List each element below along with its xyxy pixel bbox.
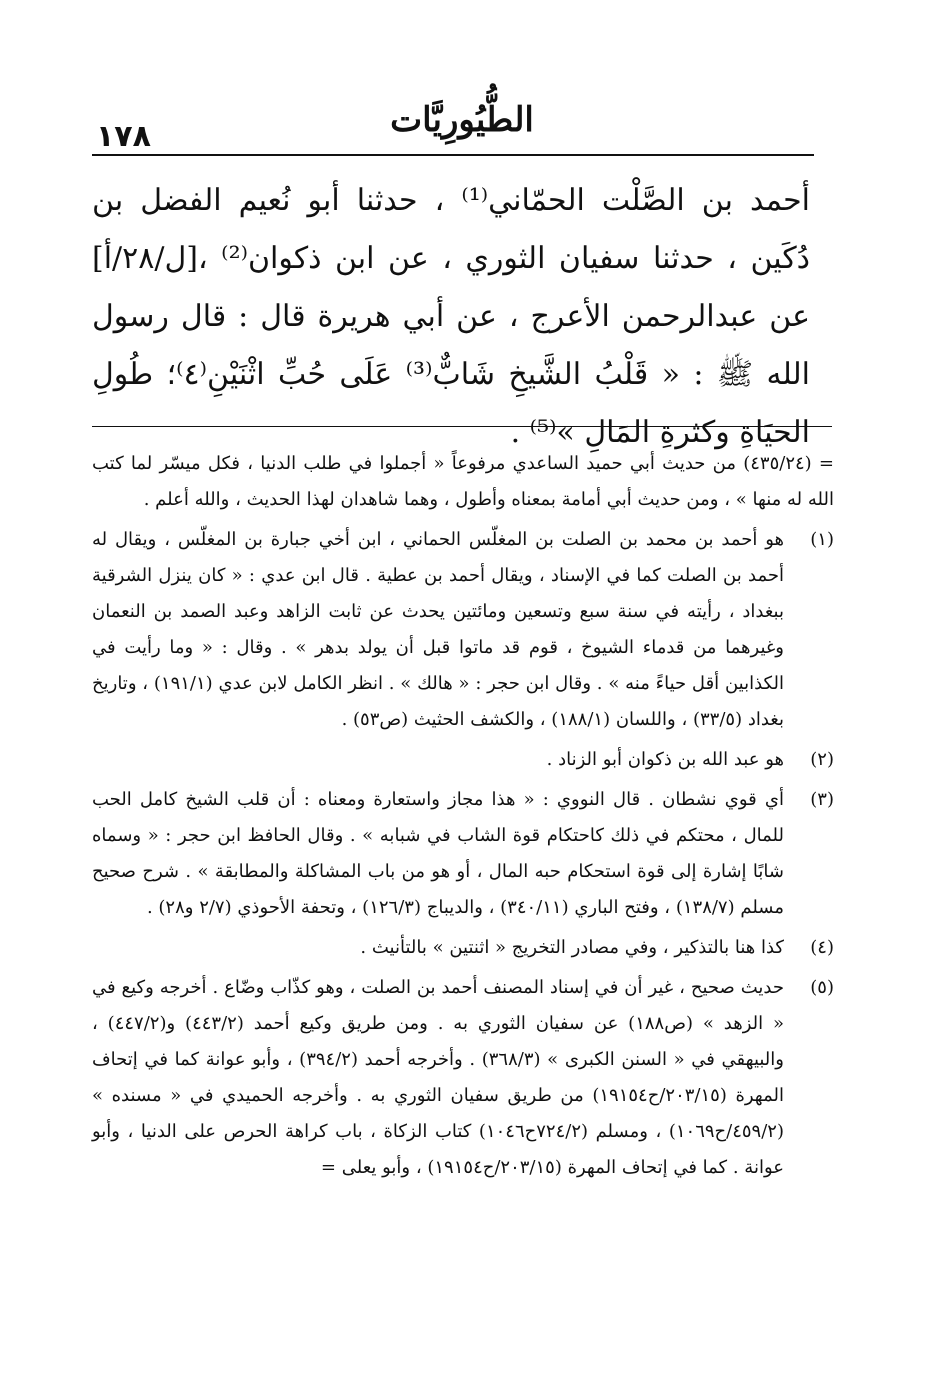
- hadith-text: أحمد بن الصَّلْت الحمّاني⁽¹⁾ ، حدثنا أبو نُعيم الفضل بن دُكَين ، حدثنا سفيان الثوري ، عن ابن ذكوان⁽²⁾ ،[ل/٢٨/أ] عن عبدالرحمن الأعرج ، عن أبي هريرة قال : قال رسول الله ﷺ : « قَلْبُ الشَّيخِ شَابٌّ⁽³⁾ عَلَى حُبِّ اثْنَيْنِ⁽٤⁾؛ طُولِ الحيَاةِ وكثرةِ المَالِ »⁽⁵⁾ .: [92, 183, 811, 450]
- footnote-3: [92, 782, 834, 926]
- page-number: ١٧٨: [96, 119, 151, 154]
- footnote-2: [92, 742, 834, 778]
- running-title: الطُّيُورِيَّات: [390, 100, 534, 140]
- footnote-4: [92, 930, 834, 966]
- footnotes: [92, 446, 834, 1186]
- footnote-text: كذا هنا بالتذكير ، وفي مصادر التخريج « اثنتين » بالتأنيث .: [360, 937, 784, 958]
- footnote-separator: [92, 426, 832, 427]
- footnote-5: [92, 970, 834, 1186]
- footnote-text: أي قوي نشطان . قال النووي : « هذا مجاز واستعارة ومعناه : أن قلب الشيخ كامل الحب للمال ، محتكم في ذلك كاحتكام قوة الشاب في شبابه » . وقال الحافظ ابن حجر : « وسماه شابًا إشارة إلى قوة استحكام حبه المال ، أو هو من باب المشاكلة والمطابقة » . شرح صحيح مسلم (١٣٨/٧) ، وفتح الباري (٣٤٠/١١) ، والديباج (١٢٦/٣) ، وتحفة الأحوذي (٢/٧ و٢٨) .: [92, 789, 784, 918]
- footnote-1: [92, 522, 834, 738]
- footnote-text: هو أحمد بن محمد بن الصلت بن المغلّس الحماني ، ابن أخي جبارة بن المغلّس ، ويقال له أحمد بن الصلت كما في الإسناد ، ويقال أحمد بن عطية . قال ابن عدي : « كان ينزل الشرقية ببغداد ، رأيته في سنة سبع وتسعين ومائتين يحدث عن ثابت الزاهد وعبد الصمد بن النعمان وغيرهما من قدماء الشيوخ ، قوم قد ماتوا قبل أن يولد بدهر » . وقال : « وما رأيت في الكذابين أقل حياءً منه » . وقال ابن حجر : « هالك » . انظر الكامل لابن عدي (١٩١/١) ، وتاريخ بغداد (٣٣/٥) ، واللسان (١٨٨/١) ، والكشف الحثيث (ص٥٣) .: [92, 529, 784, 730]
- page-header: [92, 96, 814, 156]
- footnote-text: هو عبد الله بن ذكوان أبو الزناد .: [546, 749, 784, 770]
- footnote-list: [92, 522, 834, 1186]
- footnote-marker: (١): [810, 529, 834, 550]
- header-rule: [92, 154, 814, 156]
- footnote-marker: (٥): [810, 977, 834, 998]
- footnote-marker: (٢): [810, 749, 834, 770]
- footnote-marker: (٣): [810, 789, 834, 810]
- footnote-continuation: = (٤٣٥/٢٤) من حديث أبي حميد الساعدي مرفوعاً « أجملوا في طلب الدنيا ، فكل ميسّر لما كتب الله له منها » ، ومن حديث أبي أمامة بمعناه وأطول ، وهما شاهدان لهذا الحديث ، والله أعلم .: [92, 453, 835, 510]
- footnote-marker: (٤): [810, 937, 834, 958]
- footnote-text: حديث صحيح ، غير أن في إسناد المصنف أحمد بن الصلت ، وهو كذّاب وضّاع . أخرجه وكيع في « الزهد » (ص١٨٨) عن سفيان الثوري به . ومن طريق وكيع أحمد (٤٤٣/٢) و(٤٤٧/٢) ، والبيهقي في « السنن الكبرى » (٣٦٨/٣) . وأخرجه أحمد (٣٩٤/٢) ، وأبو عوانة كما في إتحاف المهرة (٢٠٣/١٥/ح١٩١٥٤) من طريق سفيان الثوري به . وأخرجه الحميدي في « مسنده » (٤٥٩/٢/ح١٠٦٩) ، ومسلم (٧٢٤/٢ح١٠٤٦) كتاب الزكاة ، باب كراهة الحرص على الدنيا ، وأبو عوانة . كما في إتحاف المهرة (٢٠٣/١٥/ح١٩١٥٤) ، وأبو يعلى =: [92, 977, 784, 1178]
